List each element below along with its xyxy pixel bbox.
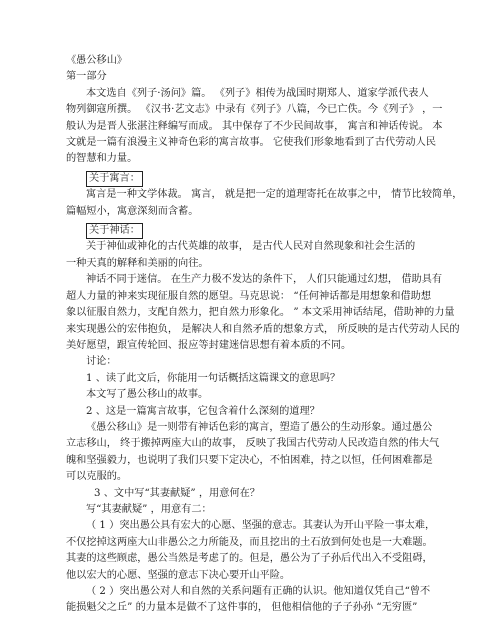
- answer-2-line: 可以克服的。: [66, 471, 128, 483]
- myth-line: 神话不同于迷信。 在生产力极不发达的条件下， 人们只能通过幻想， 借助具有: [86, 274, 443, 286]
- myth-line: 象以征服自然力，支配自然力，把自然力形象化。 ” 本文采用神话结尾，借助神的力量: [66, 307, 455, 319]
- myth-line: 一种天真的解释和美丽的向往。: [66, 257, 209, 269]
- answer-2-line: 魄和坚强毅力，也说明了我们只要下定决心，不怕困难，持之以恒，任何困难都是: [66, 454, 433, 466]
- point-1-line: 其妻的这些顾虑，愚公当然是考虑了的。但是，愚公为了子孙后代出入不受阻碍，: [66, 553, 433, 565]
- answer-2-line: 立志移山， 终于搬掉两座大山的故事， 反映了我国古代劳动人民改造自然的伟大气: [66, 438, 440, 450]
- document-body: [66, 53, 463, 617]
- question-1: 1 、读了此文后，你能用一句话概括这篇课文的意思吗？: [86, 372, 341, 384]
- intro-line: 的智慧和力量。: [66, 153, 138, 165]
- myth-line: 关于神仙或神化的古代英雄的故事， 是古代人民对自然现象和社会生活的: [86, 241, 416, 253]
- intro-line: 本文选自《列子·汤问》篇。 《列子》相传为战国时期郑人、道家学派代表人: [86, 87, 429, 99]
- discussion-label: 讨论：: [86, 356, 117, 368]
- intro-line: 物列御寇所撰。 《汉书·艺文志》中录有《列子》八篇，今已亡佚。今《列子》 ，一: [66, 104, 443, 116]
- question-3: 3 、文中写“其妻献疑” ，用意何在？: [94, 487, 260, 499]
- point-1-line: 不仅挖掉这两座大山非愚公之力所能及，而且挖出的土石放到何处也是一大难题。: [66, 536, 433, 548]
- fable-heading: 关于寓言：: [86, 171, 143, 187]
- answer-2-line: 《愚公移山》是一则带有神话色彩的寓言，塑造了愚公的生动形象。通过愚公: [86, 421, 433, 433]
- myth-line: 超人力量的神来实现征服自然的愿望。马克思说： “任何神话都是用想象和借助想: [66, 290, 432, 302]
- answer-1: 本文写了愚公移山的故事。: [86, 389, 209, 401]
- point-2-line: 能损魁父之丘” 的力量本是做不了这件事的， 但他相信他的子子孙孙 “无穷匮”: [66, 602, 418, 614]
- myth-line: 美好愿望，跟宣传轮回、报应等封建迷信思想有着本质的不同。: [66, 339, 352, 351]
- doc-title: 《愚公移山》: [66, 55, 128, 66]
- myth-heading: 关于神话：: [86, 223, 143, 239]
- point-1-line: （ 1 ）突出愚公具有宏大的心愿、坚强的意志。其妻认为开山平险一事太难，: [86, 520, 436, 532]
- myth-line: 来实现愚公的宏伟抱负， 是解决人和自然矛盾的想象方式， 所反映的是古代劳动人民的: [66, 323, 460, 335]
- intro-line: 般认为是晋人张湛注释编写而成。 其中保存了不少民间故事， 寓言和神话传说。 本: [66, 120, 443, 132]
- part-label: 第一部分: [66, 71, 107, 83]
- point-1-line: 他以宏大的心愿、坚强的意志下决心要开山平险。: [66, 569, 291, 581]
- question-2: 2 、这是一篇寓言故事，它包含着什么深刻的道理？: [86, 405, 320, 417]
- point-2-line: （ 2 ）突出愚公对人和自然的关系问题有正确的认识。他知道仅凭自己“曾不: [86, 586, 431, 597]
- fable-line: 篇幅短小，寓意深刻而含蓄。: [66, 205, 199, 217]
- answer-3-intro: 写“其妻献疑” ，用意有二：: [86, 503, 212, 515]
- fable-line: 寓言是一种文学体裁。 寓言， 就是把一定的道理寄托在故事之中， 情节比较简单，: [86, 189, 463, 201]
- intro-line: 文就是一篇有浪漫主义神奇色彩的寓言故事。 它使我们形象地看到了古代劳动人民: [66, 137, 436, 149]
